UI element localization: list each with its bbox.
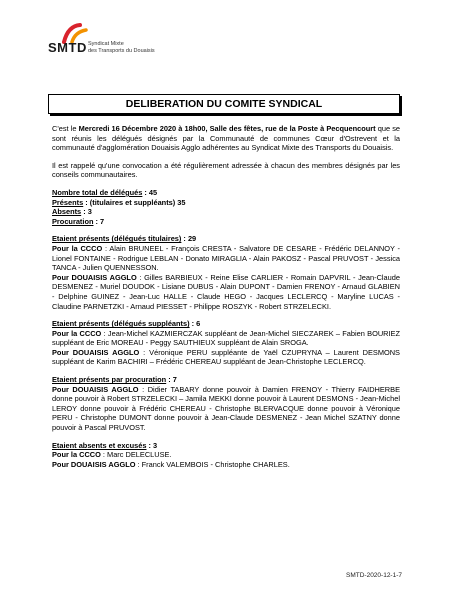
intro-rest: que se sont réunis les délégués désignés par la Communauté de communes Cœur d'Ostrevent et la communauté d'agglomération Douaisis Agglo adhérentes au Syndicat Mixte des Transports du Douaisis. <box>52 124 401 153</box>
document-body <box>52 124 400 469</box>
suppleants-ccco <box>52 329 400 348</box>
absents-ccco <box>52 450 400 460</box>
procuration-heading <box>52 375 400 385</box>
suppleants-heading <box>52 319 400 329</box>
suppleants-ccco-label: Pour la CCCO <box>52 328 102 338</box>
procuration-heading-label: Etaient présents par procuration <box>52 375 167 385</box>
titulaires-ccco-text: : Alain BRUNEEL - François CRESTA - Salvatore DE CESARE - Frédéric DELANNOY - Lionel FONTAINE - Rodrigue LEBLAN - Donato MIRAGLIA - Alain PAKOSZ - Pascal PRUVOST - Jessica TANCA - Julien QUENNESSON. <box>52 243 400 273</box>
titulaires-da-text: : Gilles BARBIEUX - Reine Elise CARLIER - Romain DAPVRIL - Jean-Claude DESMENEZ - Muriel DOUDOK - Lisiane DUBUS - Alain DUPONT - Damien FRENOY - Arnaud GLABIEN - Delphine GUINEZ - Jean-Luc HALLE - Claude HEGO - Jacques LECLERCQ - Maryline LUCAS - Claudine PARNETZKI - Arnaud PIESSET - Philippe ROSZYK - Robert STRZELECKI. <box>52 272 400 311</box>
absents-heading <box>52 441 400 451</box>
count-present-label: Présents <box>52 197 84 207</box>
absents-douaisis <box>52 460 400 470</box>
logo-wordmark: SMTD <box>48 40 87 55</box>
reminder-paragraph: Il est rappelé qu'une convocation a été régulièrement adressée à chacun des membres désignés par les conseils communautaires. <box>52 160 400 180</box>
titulaires-heading-label: Etaient présents (délégués titulaires) <box>52 234 182 244</box>
suppleants-douaisis <box>52 348 400 367</box>
count-total <box>52 188 400 198</box>
absents-da-label: Pour DOUAISIS AGGLO <box>52 459 136 469</box>
titulaires-douaisis <box>52 273 400 311</box>
procuration-da-text: : Didier TABARY donne pouvoir à Damien FRENOY - Thierry FAIDHERBE donne pouvoir à Robert STRZELECKI – Jamila MEKKI donne pouvoir à Laurent DESMONS - Jean-Michel LEROY donne pouvoir à Frédéric CHEREAU - Christophe BLERVACQUE donne pouvoir à Véronique PERU - Christophe DUMONT donne pouvoir à Jean-Claude DESMENEZ - Jean Michel SZATNY donne pouvoir à Pascal PRUVOST. <box>52 384 400 433</box>
smtd-logo <box>48 22 168 62</box>
procuration-da-label: Pour DOUAISIS AGGLO <box>52 384 139 394</box>
logo-subtitle <box>88 41 168 54</box>
count-present-value: : (titulaires et suppléants) 35 <box>83 197 186 207</box>
titulaires-section <box>52 234 400 311</box>
absents-ccco-label: Pour la CCCO <box>52 450 101 460</box>
procuration-douaisis <box>52 385 400 433</box>
logo-subtitle-line2: des Transports du Douaisis <box>88 47 155 54</box>
suppleants-heading-label: Etaient présents (délégués suppléants) <box>52 319 190 329</box>
absents-ccco-text: : Marc DELECLUSE. <box>100 450 172 460</box>
absents-section <box>52 441 400 470</box>
titulaires-heading-value: : 29 <box>181 234 197 244</box>
count-absent-value: : 3 <box>81 207 92 217</box>
logo-subtitle-line1: Syndicat Mixte <box>88 41 124 47</box>
suppleants-heading-value: : 6 <box>189 319 201 329</box>
intro-date-place: Mercredi 16 Décembre 2020 à 18h00, Salle des fêtes, rue de la Poste à Pecquencourt <box>78 124 376 133</box>
count-proxy-label: Procuration <box>52 216 94 226</box>
absents-da-text: : Franck VALEMBOIS - Christophe CHARLES. <box>135 459 290 469</box>
document-title: DELIBERATION DU COMITE SYNDICAL <box>48 94 400 114</box>
count-absent <box>52 207 400 217</box>
suppleants-da-text: : Véronique PERU suppléante de Yaël CZUPRYNA – Laurent DESMONS suppléant de Karim BACHIRI – Frédéric CHEREAU suppléant de Jean-Christophe LECLERCQ. <box>52 347 400 367</box>
suppleants-ccco-text: : Jean-Michel KAZMIERCZAK suppléant de Jean-Michel SIECZAREK – Fabien BOURIEZ suppléant de Eric MOREAU - Peggy SAUTHIEUX suppléant de Alain SROGA. <box>52 328 400 348</box>
intro-paragraph <box>52 124 400 153</box>
count-total-value: : 45 <box>142 187 158 197</box>
suppleants-section <box>52 319 400 367</box>
titulaires-heading <box>52 234 400 244</box>
counts-block <box>52 188 400 226</box>
intro-lead: C'est le <box>52 124 79 133</box>
count-present <box>52 198 400 208</box>
procuration-section <box>52 375 400 433</box>
count-proxy-value: : 7 <box>93 216 105 226</box>
suppleants-da-label: Pour DOUAISIS AGGLO <box>52 347 140 357</box>
titulaires-ccco <box>52 244 400 273</box>
titulaires-da-label: Pour DOUAISIS AGGLO <box>52 272 137 282</box>
titulaires-ccco-label: Pour la CCCO <box>52 243 103 253</box>
procuration-heading-value: : 7 <box>166 375 177 385</box>
document-reference: SMTD-2020-12-1-7 <box>346 572 402 579</box>
count-total-label: Nombre total de délégués <box>52 187 143 197</box>
count-absent-label: Absents <box>52 207 82 217</box>
absents-heading-label: Etaient absents et excusés <box>52 440 147 450</box>
absents-heading-value: : 3 <box>146 440 158 450</box>
count-proxy <box>52 217 400 227</box>
